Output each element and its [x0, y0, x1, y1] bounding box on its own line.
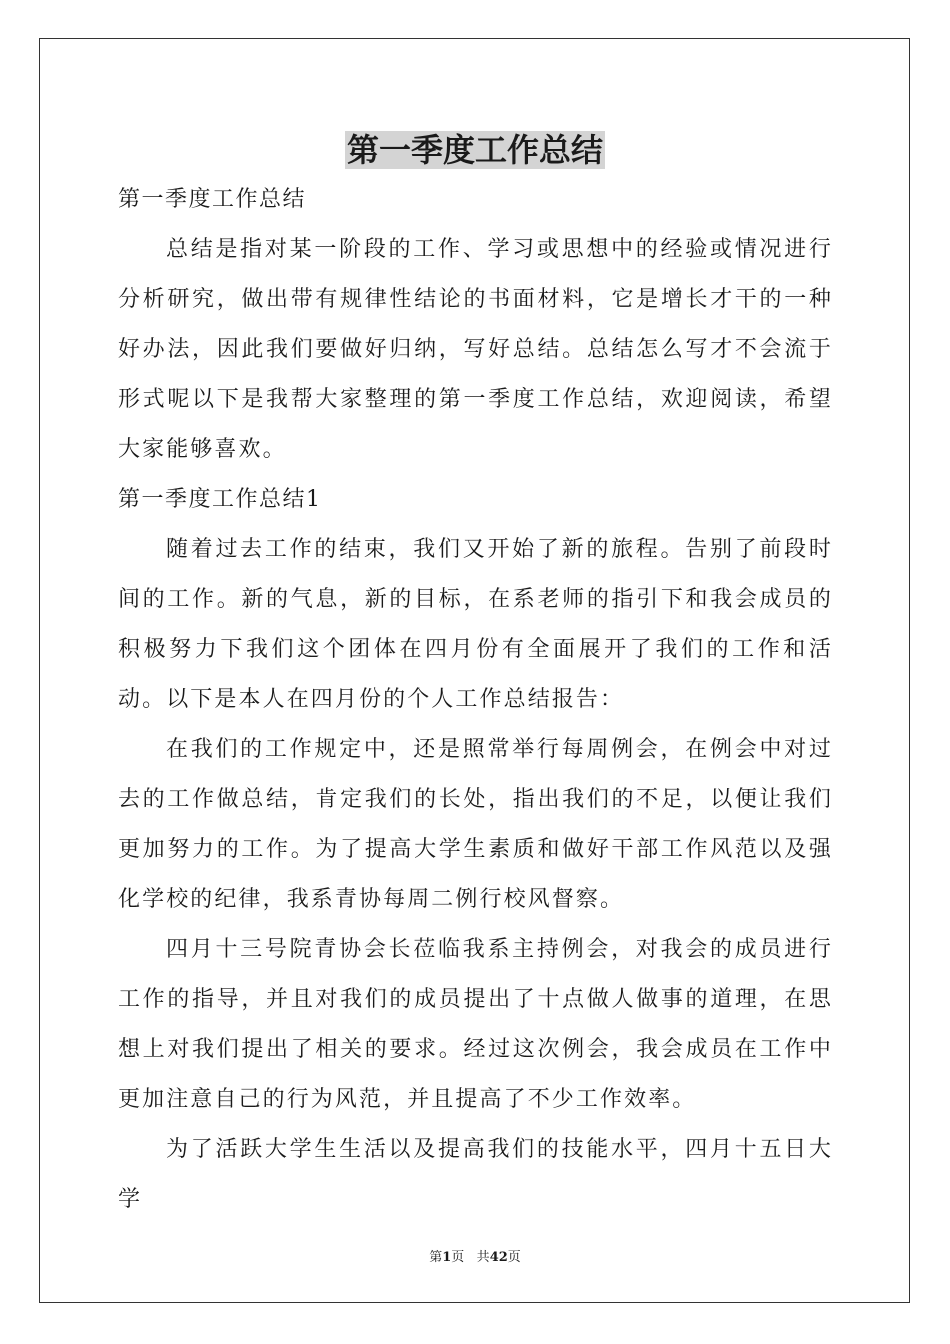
total-prefix: 共: [476, 1250, 490, 1265]
paragraph-2: 在我们的工作规定中，还是照常举行每周例会，在例会中对过去的工作做总结，肯定我们的长处，指出我们的不足，以便让我们更加努力的工作。为了提高大学生素质和做好干部工作风范以及强化学校的纪律，我系青协每周二例行校风督察。: [118, 737, 833, 912]
document-title-text: 第一季度工作总结: [346, 131, 603, 169]
page-number: 1: [442, 1250, 452, 1265]
page-suffix: 页: [451, 1250, 465, 1265]
paragraph-3: 四月十三号院青协会长莅临我系主持例会，对我会的成员进行工作的指导，并且对我们的成员提出了十点做人做事的道理，在思想上对我们提出了相关的要求。经过这次例会，我会成员在工作中更加注意自己的行为风范，并且提高了不少工作效率。: [118, 937, 833, 1112]
section-heading-1: 第一季度工作总结1: [118, 487, 322, 512]
section-heading-intro: 第一季度工作总结: [118, 187, 307, 212]
paragraph-1: 随着过去工作的结束，我们又开始了新的旅程。告别了前段时间的工作。新的气息，新的目标，在系老师的指引下和我会成员的积极努力下我们这个团体在四月份有全面展开了我们的工作和活动。以下是本人在四月份的个人工作总结报告：: [118, 537, 833, 712]
document-body: [118, 175, 833, 1225]
page-footer: [0, 1248, 950, 1268]
document-title: [0, 128, 950, 172]
paragraph-4: 为了活跃大学生生活以及提高我们的技能水平，四月十五日大学: [118, 1137, 833, 1212]
paragraph-intro: 总结是指对某一阶段的工作、学习或思想中的经验或情况进行分析研究，做出带有规律性结论的书面材料，它是增长才干的一种好办法，因此我们要做好归纳，写好总结。总结怎么写才不会流于形式呢以下是我帮大家整理的第一季度工作总结，欢迎阅读，希望大家能够喜欢。: [118, 237, 833, 462]
total-pages: 42: [489, 1250, 508, 1265]
total-suffix: 页: [507, 1250, 521, 1265]
page-prefix: 第: [429, 1250, 443, 1265]
